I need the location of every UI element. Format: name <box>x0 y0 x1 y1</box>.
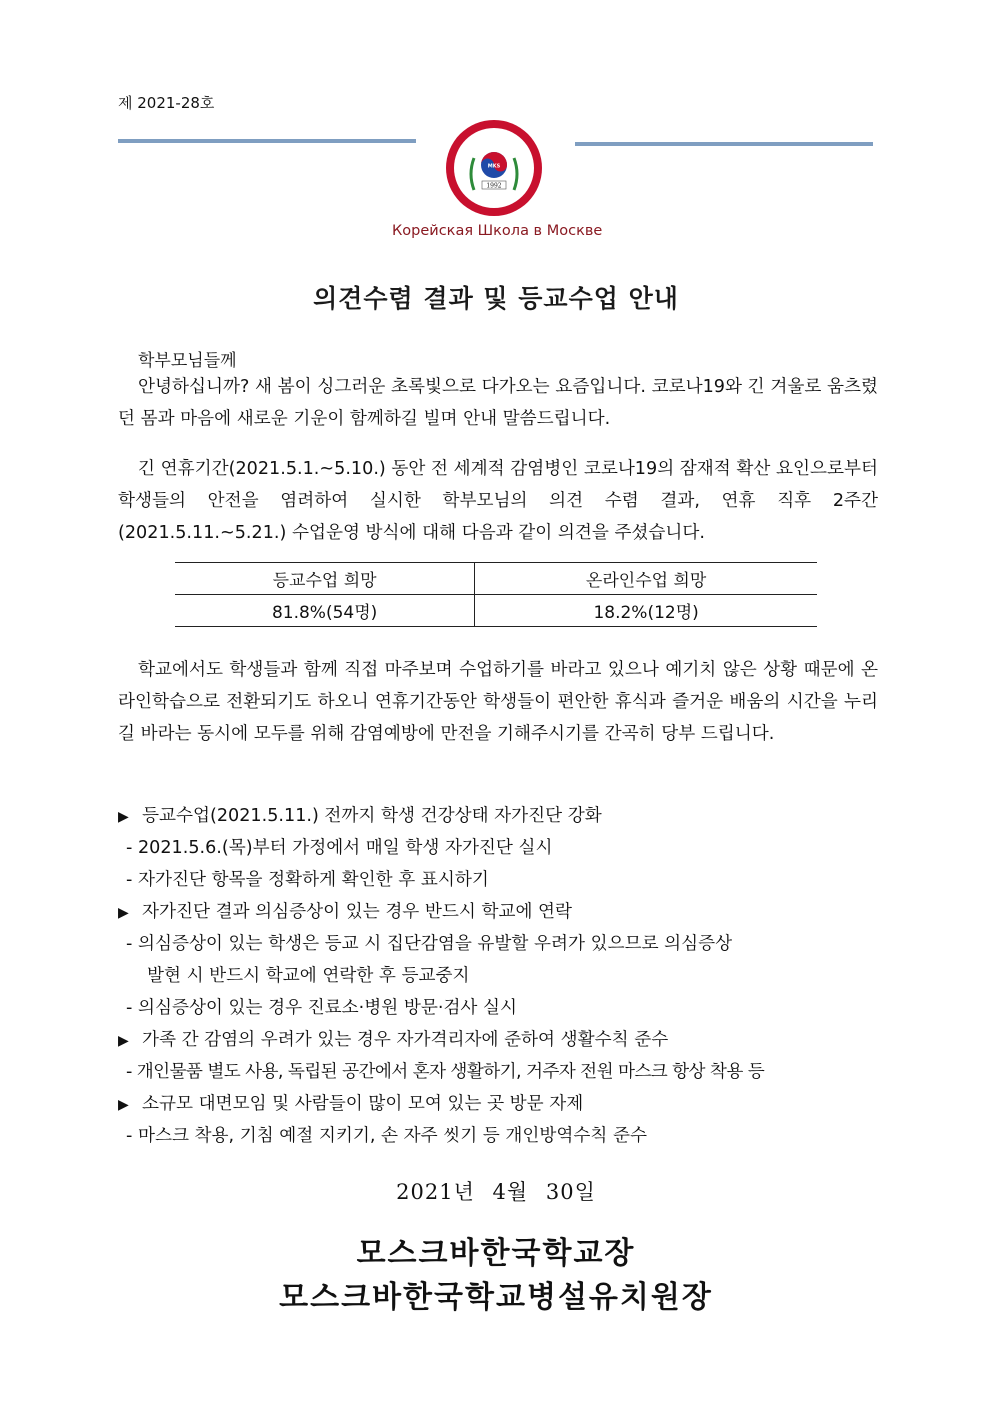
table-header-offline: 등교수업 희망 <box>175 563 475 595</box>
paragraph-survey-intro-text: 긴 연휴기간(2021.5.1.~5.10.) 동안 전 세계적 감염병인 코로나19의 잠재적 확산 요인으로부터 학생들의 안전을 염려하여 실시한 학부모님의 의견 수렴 결과, 연휴 직후 2주간(2021.5.11.~5.21.) 수업운영 방식에 대해 다음과 같이 의견을 주셨습니다. <box>118 459 879 543</box>
list-item: ▶ 소규모 대면모임 및 사람들이 많이 모여 있는 곳 방문 자제 <box>118 1088 888 1120</box>
list-item: - 자가진단 항목을 정확하게 확인한 후 표시하기 <box>126 870 489 890</box>
paragraph-request <box>118 654 878 750</box>
list-item: ▶ 가족 간 감염의 우려가 있는 경우 자가격리자에 준하여 생활수칙 준수 <box>118 1024 888 1056</box>
bullet-arrow-icon: ▶ <box>118 1097 129 1113</box>
table-row <box>175 595 817 627</box>
signature-principal: 모스크바한국학교장 <box>356 1236 636 1271</box>
list-item-continuation: 발현 시 반드시 학교에 연락한 후 등교중지 <box>147 966 470 986</box>
dash-mark: - <box>126 1126 133 1146</box>
header-rule-right <box>575 142 873 146</box>
paragraph-request-text: 학교에서도 학생들과 함께 직접 마주보며 수업하기를 바라고 있으나 예기치 않은 상황 때문에 온라인학습으로 전환되기도 하오니 연휴기간동안 학생들이 편안한 휴식과 즐거운 배움의 시간을 누리길 바라는 동시에 모두를 위해 감염예방에 만전을 기해주시기를 간곡히 당부 드립니다. <box>118 660 878 744</box>
salutation: 학부모님들께 <box>138 351 237 371</box>
list-item: - 2021.5.6.(목)부터 가정에서 매일 학생 자가진단 실시 <box>126 838 553 858</box>
list-item: - 의심증상이 있는 경우 진료소·병원 방문·검사 실시 <box>126 998 518 1018</box>
dash-mark: - <box>126 934 133 954</box>
document-number: 제 2021-28호 <box>118 94 215 112</box>
table-cell-offline: 81.8%(54명) <box>175 595 475 627</box>
logo-year: 1992 <box>486 182 502 190</box>
list-item: - 개인물품 별도 사용, 독립된 공간에서 혼자 생활하기, 거주자 전원 마스크 항상 착용 등 <box>126 1062 765 1082</box>
table-header-row <box>175 563 817 595</box>
school-logo <box>444 118 544 218</box>
bullet-arrow-icon: ▶ <box>118 1033 129 1049</box>
dash-mark: - <box>126 838 133 858</box>
bullet-arrow-icon: ▶ <box>118 905 129 921</box>
bullet-arrow-icon: ▶ <box>118 809 129 825</box>
table-header-online: 온라인수업 희망 <box>475 563 817 595</box>
list-item: ▶ 등교수업(2021.5.11.) 전까지 학생 건강상태 자가진단 강화 <box>118 800 888 832</box>
paragraph-survey-intro <box>118 453 878 549</box>
dash-mark: - <box>126 998 133 1018</box>
dash-mark: - <box>126 870 133 890</box>
list-item: - 의심증상이 있는 학생은 등교 시 집단감염을 유발할 우려가 있으므로 의심증상 <box>126 934 733 954</box>
page-title: 의견수렴 결과 및 등교수업 안내 <box>313 284 679 313</box>
signature-kindergarten-director: 모스크바한국학교병설유치원장 <box>279 1280 713 1315</box>
school-name-russian: Корейская Школа в Москве <box>392 223 603 239</box>
logo-center-text: MKS <box>487 163 501 170</box>
paragraph-greeting <box>118 371 878 435</box>
logo-ring-text: MOSCOW KOREAN SCHOOL <box>456 129 532 166</box>
list-item: - 마스크 착용, 기침 예절 지키기, 손 자주 씻기 등 개인방역수칙 준수 <box>126 1126 647 1146</box>
dash-mark: - <box>126 1062 132 1082</box>
logo-bottom-text: 모스크바한국학교 <box>471 188 517 203</box>
header-rule-left <box>118 139 416 143</box>
guideline-list <box>118 800 888 1152</box>
survey-results-table <box>175 562 817 627</box>
table-cell-online: 18.2%(12명) <box>475 595 817 627</box>
issue-date: 2021년 4월 30일 <box>396 1180 596 1204</box>
paragraph-greeting-text: 안녕하십니까? 새 봄이 싱그러운 초록빛으로 다가오는 요즘입니다. 코로나19와 긴 겨울로 움츠렸던 몸과 마음에 새로운 기운이 함께하길 빌며 안내 말씀드립니다. <box>118 377 878 429</box>
list-item: ▶ 자가진단 결과 의심증상이 있는 경우 반드시 학교에 연락 <box>118 896 888 928</box>
